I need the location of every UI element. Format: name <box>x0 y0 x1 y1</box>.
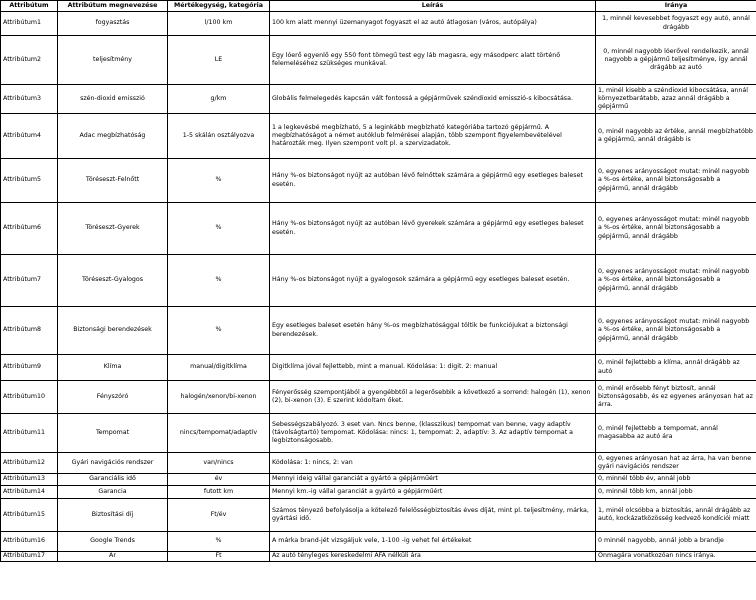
unit-cell: % <box>168 307 270 355</box>
unit-cell: 1-5 skálán osztályozva <box>168 114 270 159</box>
attribute-id-cell: Attribútum17 <box>1 552 58 562</box>
attribute-name-cell: szén-dioxid emisszió <box>58 85 168 114</box>
description-cell: Egy esetleges baleset esetén hány %-os megbízhatósággal töltik be funkciójukat a biztonsági berendezések. <box>270 307 596 355</box>
attribute-name-cell: Töréseszt-Felnőtt <box>58 159 168 203</box>
attribute-id-cell: Attribútum8 <box>1 307 58 355</box>
description-cell: Az autó tényleges kereskedelmi ÁFA nélküli ára <box>270 552 596 562</box>
header-description: Leírás <box>270 1 596 12</box>
header-attribute-name: Attribútum megnevezése <box>58 1 168 12</box>
attribute-id-cell: Attribútum2 <box>1 36 58 85</box>
table-row <box>1 552 756 562</box>
attribute-id-cell: Attribútum15 <box>1 499 58 532</box>
unit-cell: halogén/xenon/bi-xenon <box>168 381 270 414</box>
direction-cell: 0, egyenes arányosságot mutat: minél nagyobb a %-os értéke, annál biztonságosabb a gépjármű, annál drágább <box>596 203 756 255</box>
unit-cell: % <box>168 159 270 203</box>
attribute-id-cell: Attribútum1 <box>1 12 58 36</box>
table-row <box>1 474 756 486</box>
attribute-id-cell: Attribútum12 <box>1 453 58 474</box>
attribute-id-cell: Attribútum7 <box>1 255 58 307</box>
unit-cell: futott km <box>168 486 270 499</box>
attribute-name-cell: fogyasztás <box>58 12 168 36</box>
description-cell: Globális felmelegedés kapcsán vált fontossá a gépjárművek széndioxid emisszió-s kibocsátása. <box>270 85 596 114</box>
attribute-id-cell: Attribútum5 <box>1 159 58 203</box>
direction-cell: 0, minnél több km, annál jobb <box>596 486 756 499</box>
attribute-name-cell: Garancia <box>58 486 168 499</box>
attribute-name-cell: Adac megbízhatóság <box>58 114 168 159</box>
table-row <box>1 85 756 114</box>
attribute-name-cell: Biztosítási díj <box>58 499 168 532</box>
table-row <box>1 381 756 414</box>
header-unit-category: Mértékegység, kategória <box>168 1 270 12</box>
attribute-id-cell: Attribútum16 <box>1 532 58 552</box>
unit-cell: % <box>168 203 270 255</box>
unit-cell: Ft/év <box>168 499 270 532</box>
attribute-name-cell: Garanciális idő <box>58 474 168 486</box>
unit-cell: Ft <box>168 552 270 562</box>
attribute-name-cell: Ár <box>58 552 168 562</box>
description-cell: Mennyi km.-ig vállal garanciát a gyártó a gépjárműért <box>270 486 596 499</box>
unit-cell: % <box>168 255 270 307</box>
unit-cell: LE <box>168 36 270 85</box>
direction-cell: 1, minél olcsóbba a biztosítás, annál drágább az autó, kockázatközösség kedvező kondíciói miatt <box>596 499 756 532</box>
table-row <box>1 36 756 85</box>
description-cell: Kódolása: 1: nincs, 2: van <box>270 453 596 474</box>
direction-cell: 0, egyenes arányosságot mutat: minél nagyobb a %-os értéke, annál biztonságosabb a gépjármű, annál drágább <box>596 159 756 203</box>
header-attribute: Attribútum <box>1 1 58 12</box>
table-row <box>1 355 756 381</box>
description-cell: 1 a legkevésbé megbízható, 5 a leginkább megbízható kategóriába tartozó gépjármű. A megbízhatóságot a német autóklub felmérései alapján, több szempont figyelembevételével határozták meg. Ilyen szempont volt pl. a szervizadatok. <box>270 114 596 159</box>
description-cell: Sebességszabályozó. 3 eset van. Nncs benne, (klasszikus) tempomat van benne, vagy adaptív (távolságtartó) tempomat. Kódolása: nincs: 1, tempomat: 2, adaptív: 3. Az adaptív tempomat a legbiztonságosabb. <box>270 414 596 453</box>
attribute-name-cell: Töréseszt-Gyalogos <box>58 255 168 307</box>
table-row <box>1 203 756 255</box>
table-row <box>1 114 756 159</box>
description-cell: Fényerősség szempontjából a gyengébbtől a legerősebbik a következő a sorrend: halogén (1), xenon (2), bi-xenon (3). E szerint kódoltam őket. <box>270 381 596 414</box>
unit-cell: nincs/tempomat/adaptív <box>168 414 270 453</box>
direction-cell: 0, minél fejlettebb a klíma, annál drágább az autó <box>596 355 756 381</box>
attribute-id-cell: Attribútum11 <box>1 414 58 453</box>
table-row <box>1 414 756 453</box>
direction-cell: 0, egyenes arányosságot mutat: minél nagyobb a %-os értéke, annál biztonságosabb a gépjármű, annál drágább <box>596 307 756 355</box>
description-cell: 100 km alatt mennyi üzemanyagot fogyaszt el az autó átlagosan (város, autópálya) <box>270 12 596 36</box>
attribute-name-cell: Töréseszt-Gyerek <box>58 203 168 255</box>
direction-cell: 0, minnél nagyobb lóerővel rendelkezik, annál nagyobb a gépjármű teljesítménye, így annál drágább az autó <box>596 36 756 85</box>
attribute-id-cell: Attribútum6 <box>1 203 58 255</box>
attribute-id-cell: Attribútum4 <box>1 114 58 159</box>
attribute-name-cell: Google Trends <box>58 532 168 552</box>
attribute-name-cell: Biztonsági berendezések <box>58 307 168 355</box>
description-cell: Hány %-os biztonságot nyújt az autóban lévő felnőttek számára a gépjármű egy esetleges baleset esetén. <box>270 159 596 203</box>
table-row <box>1 159 756 203</box>
unit-cell: l/100 km <box>168 12 270 36</box>
table-row <box>1 486 756 499</box>
table-body <box>1 12 756 562</box>
table-row <box>1 453 756 474</box>
direction-cell: 0, minél erősebb fényt biztosít, annál biztonságosabb, és ez egyenes arányosan hat az árra. <box>596 381 756 414</box>
description-cell: Számos tényező befolyásolja a kötelező felelősségbiztosítás éves díját, mint pl. teljesítmény, márka, gyártási idő. <box>270 499 596 532</box>
attribute-id-cell: Attribútum13 <box>1 474 58 486</box>
attribute-name-cell: Tempomat <box>58 414 168 453</box>
header-direction: Iránya <box>596 1 756 12</box>
description-cell: Hány %-os biztonságot nyújt a gyalogosok számára a gépjármű egy esetleges baleset esetén. <box>270 255 596 307</box>
attribute-id-cell: Attribútum3 <box>1 85 58 114</box>
attribute-id-cell: Attribútum10 <box>1 381 58 414</box>
unit-cell: év <box>168 474 270 486</box>
attribute-name-cell: Fényszóró <box>58 381 168 414</box>
direction-cell: 1, minél kisebb a széndioxid kibocsátása, annál környezetbarátabb, azaz annál drágább a gépjármű <box>596 85 756 114</box>
direction-cell: 0, egyenes arányosságot mutat: minél nagyobb a %-os értéke, annál biztonságosabb a gépjármű, annál drágább <box>596 255 756 307</box>
direction-cell: 0, egyenes arányosan hat az árra, ha van benne gyári navigációs rendszer <box>596 453 756 474</box>
direction-cell: 0, minél nagyobb az értéke, annál megbízhatóbb a gépjármű, annál drágább is <box>596 114 756 159</box>
attribute-id-cell: Attribútum14 <box>1 486 58 499</box>
unit-cell: % <box>168 532 270 552</box>
description-cell: Mennyi ideig vállal garanciát a gyártó a gépjárműért <box>270 474 596 486</box>
header-row <box>1 1 756 12</box>
table-row <box>1 12 756 36</box>
attribute-name-cell: teljesítmény <box>58 36 168 85</box>
direction-cell: 0, minnél több év, annál jobb <box>596 474 756 486</box>
unit-cell: g/km <box>168 85 270 114</box>
description-cell: Digitklíma jóval fejlettebb, mint a manual. Kódolása: 1: digit. 2: manual <box>270 355 596 381</box>
direction-cell: 0, minél fejlettebb a tempomat, annál magasabba az autó ára <box>596 414 756 453</box>
description-cell: Egy lóerő egyenlő egy 550 font tömegű test egy láb magasra, egy másodperc alatt történő felemeléséhez szükséges munkával. <box>270 36 596 85</box>
table-row <box>1 532 756 552</box>
attribute-name-cell: Gyári navigációs rendszer <box>58 453 168 474</box>
attribute-id-cell: Attribútum9 <box>1 355 58 381</box>
unit-cell: manual/digitklíma <box>168 355 270 381</box>
table-row <box>1 307 756 355</box>
description-cell: A márka brand-jét vizsgáljuk vele, 1-100 -ig vehet fel értékeket <box>270 532 596 552</box>
attribute-name-cell: Klíma <box>58 355 168 381</box>
direction-cell: 0 minnél nagyobb, annál jobb a brandje <box>596 532 756 552</box>
direction-cell: 1, minnél kevesebbet fogyaszt egy autó, annál drágább <box>596 12 756 36</box>
description-cell: Hány %-os biztonságot nyújt az autóban lévő gyerekek számára a gépjármű egy esetleges baleset esetén. <box>270 203 596 255</box>
unit-cell: van/nincs <box>168 453 270 474</box>
table-row <box>1 255 756 307</box>
direction-cell: Önmagára vonatkozóan nincs iránya. <box>596 552 756 562</box>
table-row <box>1 499 756 532</box>
